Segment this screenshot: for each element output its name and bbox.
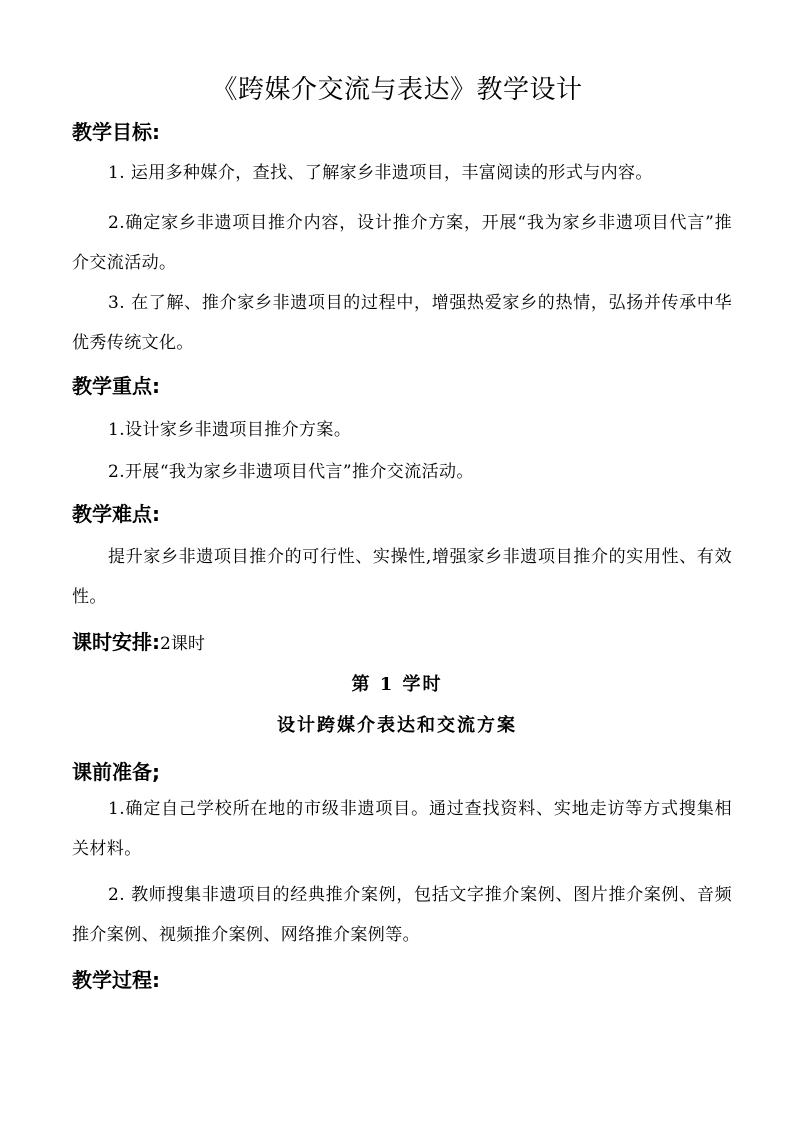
preparation-item-1: 1.确定自己学校所在地的市级非遗项目。通过查找资料、实地走访等方式搜集相关材料。 [72, 799, 732, 859]
schedule-value: 2课时 [160, 634, 205, 654]
key-point-item-1: 1.设计家乡非遗项目推介方案。 [108, 420, 352, 440]
key-point-item-2: 2.开展“我为家乡非遗项目代言”推介交流活动。 [108, 462, 474, 482]
objective-item-1: 1. 运用多种媒介，查找、了解家乡非遗项目，丰富阅读的形式与内容。 [108, 163, 653, 183]
objective-item-2: 2.确定家乡非遗项目推介内容，设计推介方案，开展“我为家乡非遗项目代言”推介交流活动。 [72, 213, 732, 273]
process-heading: 教学过程: [72, 968, 160, 992]
key-points-heading: 教学重点: [72, 374, 160, 398]
document-title: 《跨媒介交流与表达》教学设计 [211, 75, 583, 105]
difficulties-text: 提升家乡非遗项目推介的可行性、实操性,增强家乡非遗项目推介的实用性、有效性。 [72, 547, 732, 607]
schedule-heading: 课时安排: [72, 630, 160, 654]
schedule-line [72, 628, 205, 658]
lesson-number: 第 1 学时 [351, 674, 443, 695]
objectives-heading: 教学目标: [72, 120, 160, 144]
lesson-subtitle: 设计跨媒介表达和交流方案 [277, 715, 517, 736]
difficulties-heading: 教学难点: [72, 502, 160, 526]
preparation-heading: 课前准备; [72, 760, 160, 784]
preparation-item-2: 2. 教师搜集非遗项目的经典推介案例，包括文字推介案例、图片推介案例、音频推介案例、视频推介案例、网络推介案例等。 [72, 885, 732, 945]
objective-item-3: 3. 在了解、推介家乡非遗项目的过程中，增强热爱家乡的热情，弘扬并传承中华优秀传统文化。 [72, 293, 732, 353]
